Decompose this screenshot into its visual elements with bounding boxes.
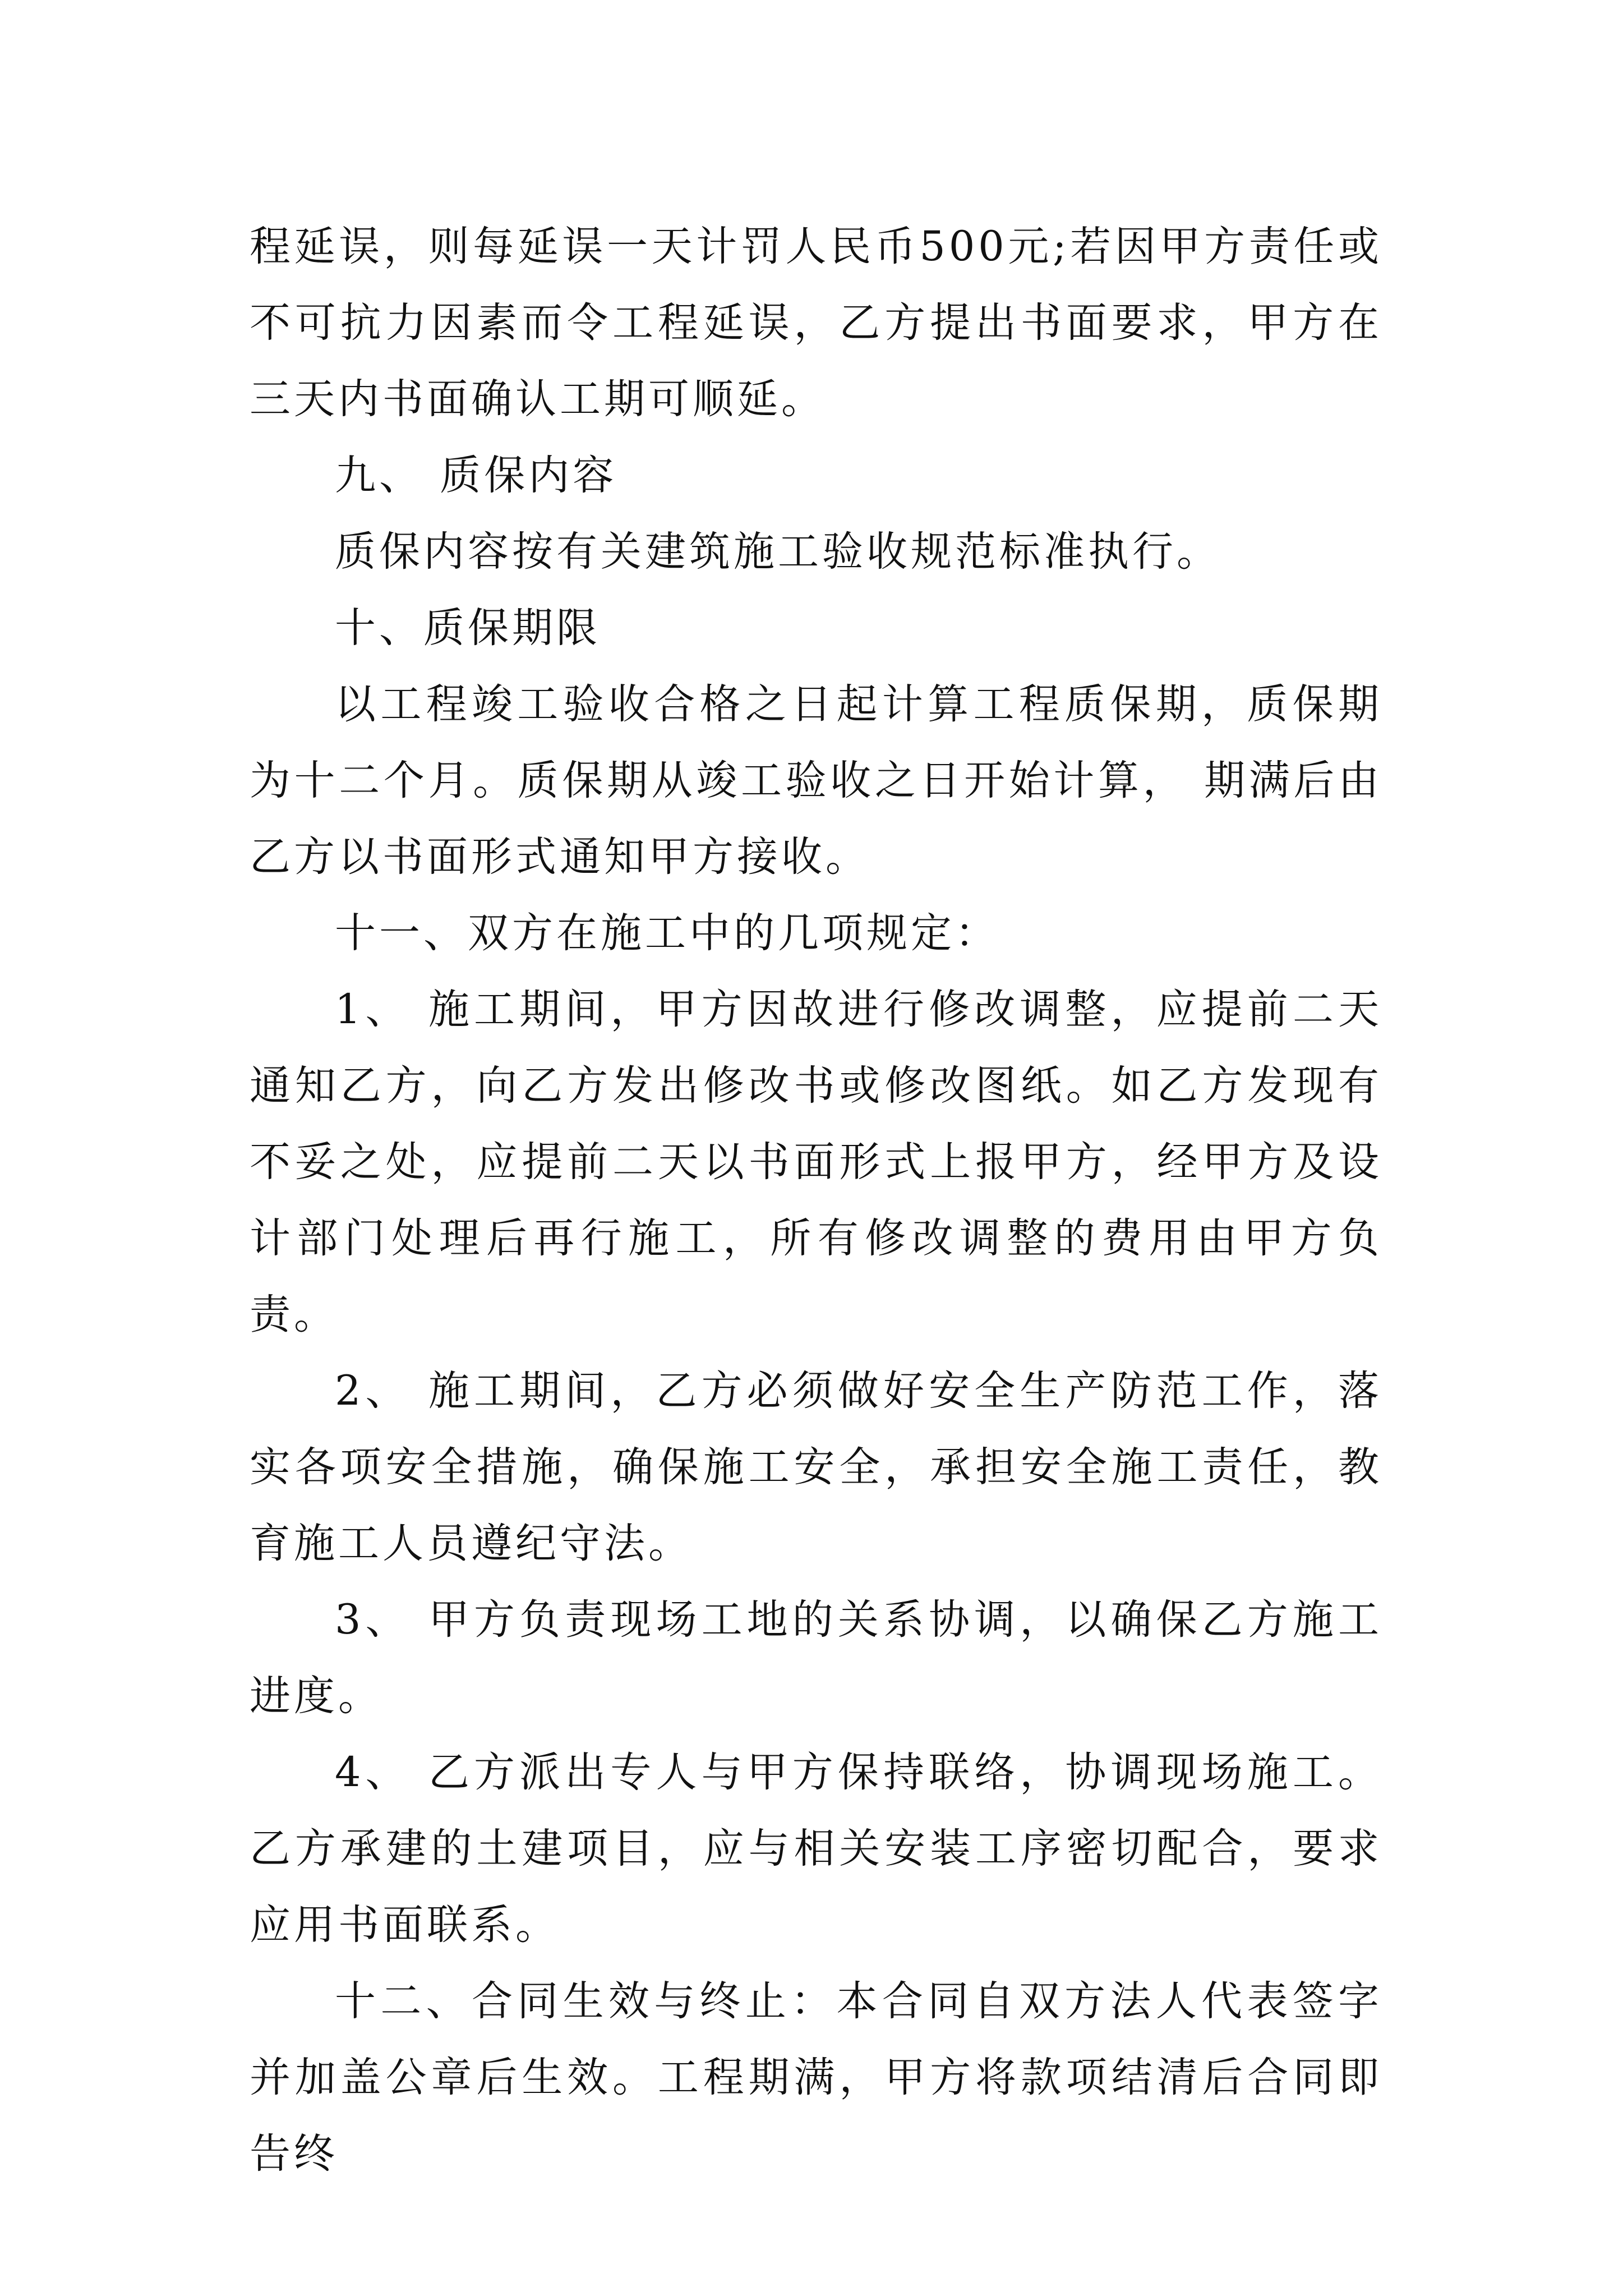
paragraph-schedule-delay-penalty: 程延误，则每延误一天计罚人民币500元;若因甲方责任或不可抗力因素而令工程延误，乙方提出书面要求，甲方在三天内书面确认工期可顺延。 xyxy=(250,223,1382,423)
section-heading-construction-rules: 十一、双方在施工中的几项规定： xyxy=(335,909,999,957)
section-heading-warranty-content: 九、 质保内容 xyxy=(335,452,617,499)
paragraph-contract-effect-termination: 十二、合同生效与终止：本合同自双方法人代表签字并加盖公章后生效。工程期满，甲方将款项结清后合同即告终 xyxy=(250,1977,1382,2178)
paragraph-warranty-content: 质保内容按有关建筑施工验收规范标准执行。 xyxy=(335,528,1221,576)
paragraph-rule-3-coordination: 3、 甲方负责现场工地的关系协调，以确保乙方施工进度。 xyxy=(250,1596,1382,1720)
paragraph-rule-2-safety: 2、 施工期间，乙方必须做好安全生产防范工作，落实各项安全措施，确保施工安全，承担安全施工责任，教育施工人员遵纪守法。 xyxy=(250,1367,1382,1567)
paragraph-warranty-period: 以工程竣工验收合格之日起计算工程质保期，质保期为十二个月。质保期从竣工验收之日开始计算， 期满后由乙方以书面形式通知甲方接收。 xyxy=(250,680,1382,881)
paragraph-rule-4-liaison: 4、 乙方派出专人与甲方保持联络，协调现场施工。乙方承建的土建项目，应与相关安装工序密切配合，要求应用书面联系。 xyxy=(250,1749,1382,1949)
section-heading-warranty-period: 十、质保期限 xyxy=(335,604,601,652)
paragraph-rule-1-modifications: 1、 施工期间，甲方因故进行修改调整，应提前二天通知乙方，向乙方发出修改书或修改图纸。如乙方发现有不妥之处，应提前二天以书面形式上报甲方，经甲方及设计部门处理后再行施工，所有修改调整的费用由甲方负责。 xyxy=(250,986,1382,1338)
contract-text-body xyxy=(250,209,1382,2192)
